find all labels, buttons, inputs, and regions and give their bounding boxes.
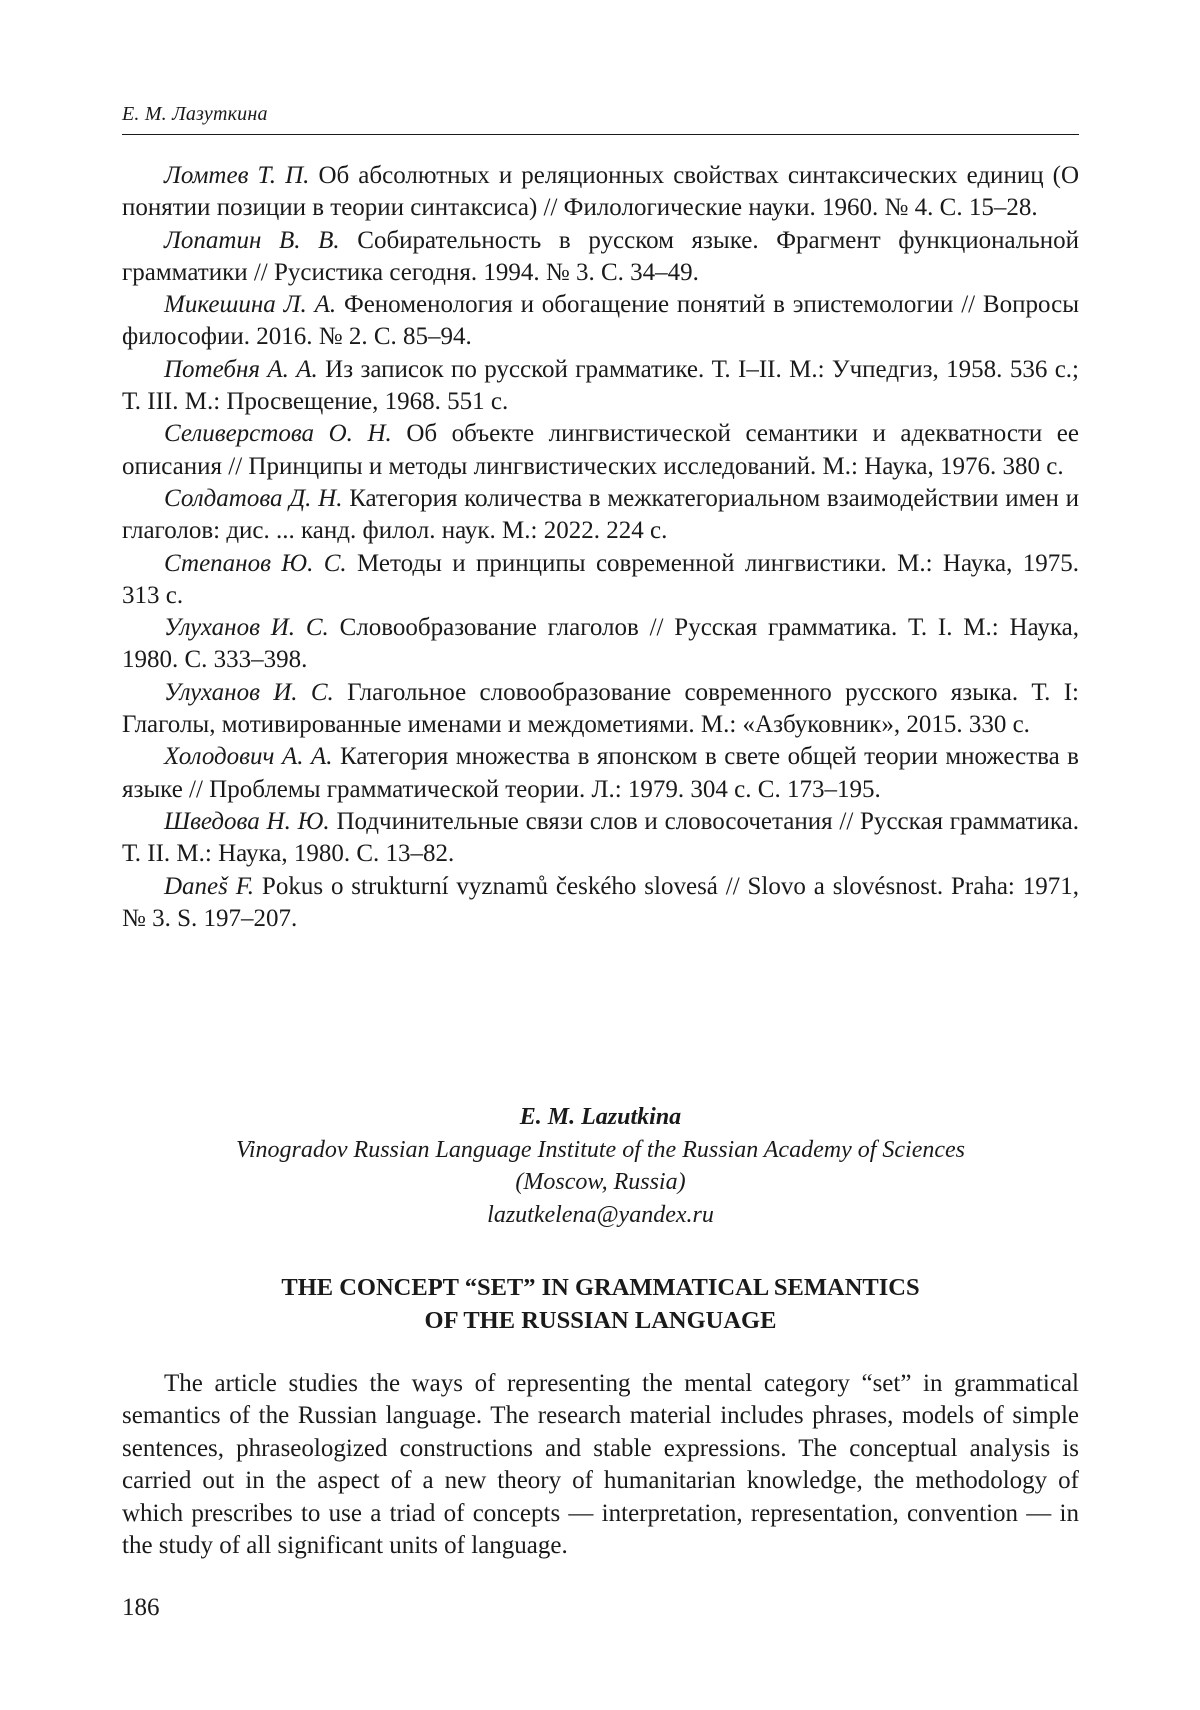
reference-text: Глагольное словообразование современного русского языка. Т. I: Глаголы, мотивированные именами и междометиями. М.: «Азбуковник», 2015. 330 с. bbox=[122, 678, 1079, 739]
author-email: lazutkelena@yandex.ru bbox=[487, 1201, 714, 1228]
reference-text: Об абсолютных и реляционных свойствах синтаксических единиц (О понятии позиции в теории синтаксиса) // Филологические науки. 1960. № 4. С. 15–28. bbox=[122, 162, 1080, 222]
reference-text: Феноменология и обогащение понятий в эпистемологии // Вопросы философии. 2016. № 2. С. 85–94. bbox=[122, 291, 1079, 351]
reference-author: Улуханов И. С. bbox=[164, 678, 334, 706]
reference-author: Улуханов И. С. bbox=[164, 614, 329, 642]
article-title-line: OF THE RUSSIAN LANGUAGE bbox=[424, 1307, 777, 1334]
reference-text: Из записок по русской грамматике. Т. I–II. М.: Учпедгиз, 1958. 536 с.; Т. III. М.: Просвещение, 1968. 551 с. bbox=[122, 355, 1079, 416]
reference-author: Daneš F. bbox=[164, 872, 255, 900]
reference-item bbox=[122, 160, 1079, 225]
reference-author: Степанов Ю. С. bbox=[164, 549, 347, 577]
reference-text: Pokus o strukturní vyznamů českého slovesá // Slovo a slovésnost. Praha: 1971, № 3. S. 197–207. bbox=[122, 872, 1080, 932]
reference-text: Об объекте лингвистической семантики и адекватности ее описания // Принципы и методы лингвистических исследований. М.: Наука, 1976. 380 с. bbox=[122, 420, 1080, 480]
running-head: Е. М. Лазуткина bbox=[122, 103, 268, 125]
reference-item bbox=[122, 418, 1079, 483]
reference-author: Селиверстова О. Н. bbox=[164, 420, 392, 448]
article-title-line: THE CONCEPT “SET” IN GRAMMATICAL SEMANTICS bbox=[281, 1274, 920, 1301]
abstract: The article studies the ways of representing the mental category “set” in grammatical semantics of the Russian language. The research material includes phrases, models of simple sentences, phraseologized constructions and stable expressions. The conceptual analysis is carried out in the aspect of a new theory of humanitarian knowledge, the methodology of which prescribes to use a triad of concepts — interpretation, representation, convention — in the study of all significant units of language. bbox=[122, 1370, 1079, 1560]
reference-item bbox=[122, 289, 1079, 354]
reference-item bbox=[122, 225, 1079, 290]
reference-text: Методы и принципы современной лингвистики. М.: Наука, 1975. 313 с. bbox=[122, 549, 1079, 609]
reference-list bbox=[122, 160, 1079, 935]
reference-item bbox=[122, 871, 1079, 936]
reference-author: Ломтев Т. П. bbox=[164, 162, 310, 189]
reference-author: Шведова Н. Ю. bbox=[164, 807, 330, 835]
reference-item bbox=[122, 548, 1079, 613]
reference-text: Подчинительные связи слов и словосочетания // Русская грамматика. Т. II. М.: Наука, 1980. С. 13–82. bbox=[122, 807, 1079, 868]
reference-text: Собирательность в русском языке. Фрагмент функциональной грамматики // Русистика сегодня. 1994. № 3. С. 34–49. bbox=[122, 226, 1079, 286]
reference-item bbox=[122, 741, 1079, 806]
header-rule bbox=[122, 134, 1079, 135]
reference-author: Потебня А. А. bbox=[164, 355, 318, 383]
reference-item bbox=[122, 483, 1079, 548]
reference-item bbox=[122, 806, 1079, 871]
reference-author: Холодович А. А. bbox=[164, 743, 333, 771]
page-number: 186 bbox=[122, 1594, 160, 1621]
author-location: (Moscow, Russia) bbox=[515, 1169, 686, 1195]
reference-author: Микешина Л. А. bbox=[164, 291, 337, 319]
reference-author: Лопатин В. В. bbox=[164, 226, 340, 254]
author-name: E. M. Lazutkina bbox=[519, 1104, 682, 1130]
reference-author: Солдатова Д. Н. bbox=[164, 484, 343, 512]
author-affiliation bbox=[122, 1101, 1079, 1231]
reference-item bbox=[122, 612, 1079, 677]
author-institute: Vinogradov Russian Language Institute of the Russian Academy of Sciences bbox=[236, 1136, 965, 1163]
reference-text: Категория множества в японском в свете общей теории множества в языке // Проблемы грамматической теории. Л.: 1979. 304 с. С. 173–195. bbox=[122, 743, 1079, 803]
reference-item bbox=[122, 354, 1079, 419]
reference-item bbox=[122, 677, 1079, 742]
reference-text: Категория количества в межкатегориальном взаимодействии имен и глаголов: дис. ... канд. филол. наук. М.: 2022. 224 с. bbox=[122, 484, 1079, 545]
article-title bbox=[122, 1271, 1079, 1337]
reference-text: Словообразование глаголов // Русская грамматика. Т. I. М.: Наука, 1980. С. 333–398. bbox=[122, 614, 1079, 674]
